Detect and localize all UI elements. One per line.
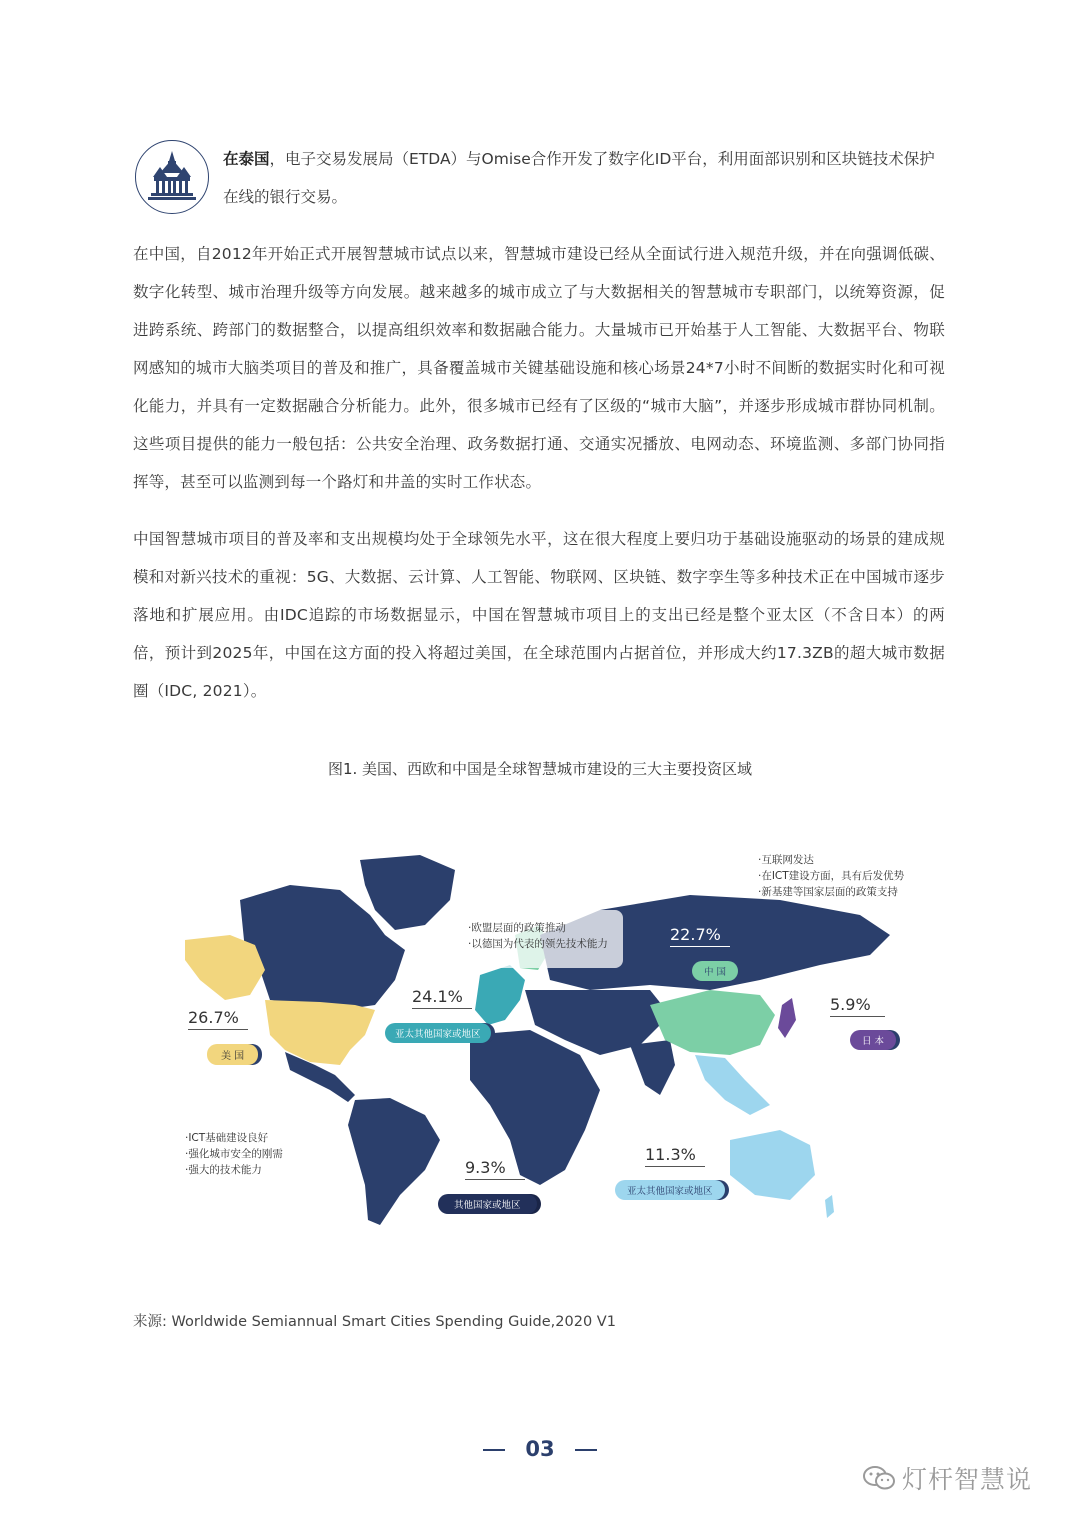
apac-pct: 11.3% bbox=[645, 1145, 705, 1167]
map-west-europe bbox=[475, 965, 525, 1025]
map-japan bbox=[778, 998, 796, 1038]
map-india bbox=[630, 1040, 675, 1095]
usa-badge: 美 国 bbox=[207, 1044, 258, 1065]
map-alaska bbox=[185, 935, 265, 1000]
page-dash-right bbox=[575, 1449, 597, 1451]
thailand-section bbox=[135, 140, 947, 216]
europe-note-2: ·以德国为代表的领先技术能力 bbox=[468, 938, 608, 950]
china-pct: 22.7% bbox=[670, 925, 730, 947]
thailand-text: ，电子交易发展局（ETDA）与Omise合作开发了数字化ID平台，利用面部识别和区块链技术保护在线的银行交易。 bbox=[223, 150, 935, 206]
map-australia bbox=[730, 1130, 815, 1200]
china-badge: 中 国 bbox=[692, 961, 738, 981]
west-europe-badge: 亚太其他国家或地区 bbox=[385, 1023, 491, 1043]
watermark bbox=[862, 1460, 1032, 1498]
usa-notes bbox=[185, 1130, 283, 1178]
europe-notes bbox=[468, 920, 608, 952]
map-new-zealand bbox=[825, 1195, 834, 1218]
japan-pct: 5.9% bbox=[830, 995, 885, 1017]
wechat-icon bbox=[862, 1464, 896, 1498]
others-badge: 其他国家或地区 bbox=[438, 1194, 537, 1214]
thailand-bold: 在泰国 bbox=[223, 150, 270, 168]
china-note-3: ·新基建等国家层面的政策支持 bbox=[758, 886, 898, 898]
paragraph-china-spending: 中国智慧城市项目的普及率和支出规模均处于全球领先水平，这在很大程度上要归功于基础设施驱动的场景的建成规模和对新兴技术的重视：5G、大数据、云计算、人工智能、物联网、区块链、数字孪生等多种技术正在中国城市逐步落地和扩展应用。由IDC追踪的市场数据显示，中国在智慧城市项目上的支出已经是整个亚太区（不含日本）的两倍，预计到2025年，中国在这方面的投入将超过美国，在全球范围内占据首位，并形成大约17.3ZB的超大城市数据圈（IDC, 2021）。 bbox=[133, 530, 945, 700]
map-south-america bbox=[348, 1098, 440, 1225]
japan-badge: 日 本 bbox=[850, 1030, 896, 1050]
west-europe-pct: 24.1% bbox=[412, 987, 472, 1009]
figure-title: 图1. 美国、西欧和中国是全球智慧城市建设的三大主要投资区域 bbox=[327, 760, 753, 778]
map-usa bbox=[265, 1000, 375, 1065]
usa-note-3: ·强大的技术能力 bbox=[185, 1164, 262, 1176]
page-dash-left bbox=[483, 1449, 505, 1451]
china-note-2: ·在ICT建设方面，具有后发优势 bbox=[758, 870, 905, 882]
thai-temple-icon bbox=[135, 140, 209, 214]
europe-note-1: ·欧盟层面的政策推动 bbox=[468, 922, 566, 934]
map-se-asia bbox=[695, 1055, 770, 1115]
apac-badge: 亚太其他国家或地区 bbox=[615, 1180, 725, 1200]
usa-note-1: ·ICT基础建设良好 bbox=[185, 1132, 269, 1144]
watermark-text: 灯杆智慧说 bbox=[902, 1465, 1033, 1494]
others-pct: 9.3% bbox=[465, 1158, 525, 1180]
source-citation: 来源: Worldwide Semiannual Smart Cities Spending Guide,2020 V1 bbox=[133, 1314, 616, 1330]
map-greenland bbox=[360, 855, 455, 930]
china-notes bbox=[758, 852, 904, 900]
world-map-figure bbox=[170, 840, 930, 1240]
thailand-paragraph bbox=[223, 140, 947, 216]
usa-pct: 26.7% bbox=[188, 1008, 248, 1030]
page-number-text: 03 bbox=[525, 1437, 555, 1461]
china-note-1: ·互联网发达 bbox=[758, 854, 814, 866]
page-number bbox=[0, 1437, 1080, 1461]
paragraph-china-cities: 在中国，自2012年开始正式开展智慧城市试点以来，智慧城市建设已经从全面试行进入规范升级，并在向强调低碳、数字化转型、城市治理升级等方向发展。越来越多的城市成立了与大数据相关的智慧城市专职部门，以统筹资源，促进跨系统、跨部门的数据整合，以提高组织效率和数据融合能力。大量城市已开始基于人工智能、大数据平台、物联网感知的城市大脑类项目的普及和推广，具备覆盖城市关键基础设施和核心场景24*7小时不间断的数据实时化和可视化能力，并具有一定数据融合分析能力。此外，很多城市已经有了区级的“城市大脑”，并逐步形成城市群协同机制。这些项目提供的能力一般包括：公共安全治理、政务数据打通、交通实况播放、电网动态、环境监测、多部门协同指挥等，甚至可以监测到每一个路灯和井盖的实时工作状态。 bbox=[133, 245, 945, 491]
usa-note-2: ·强化城市安全的刚需 bbox=[185, 1148, 283, 1160]
